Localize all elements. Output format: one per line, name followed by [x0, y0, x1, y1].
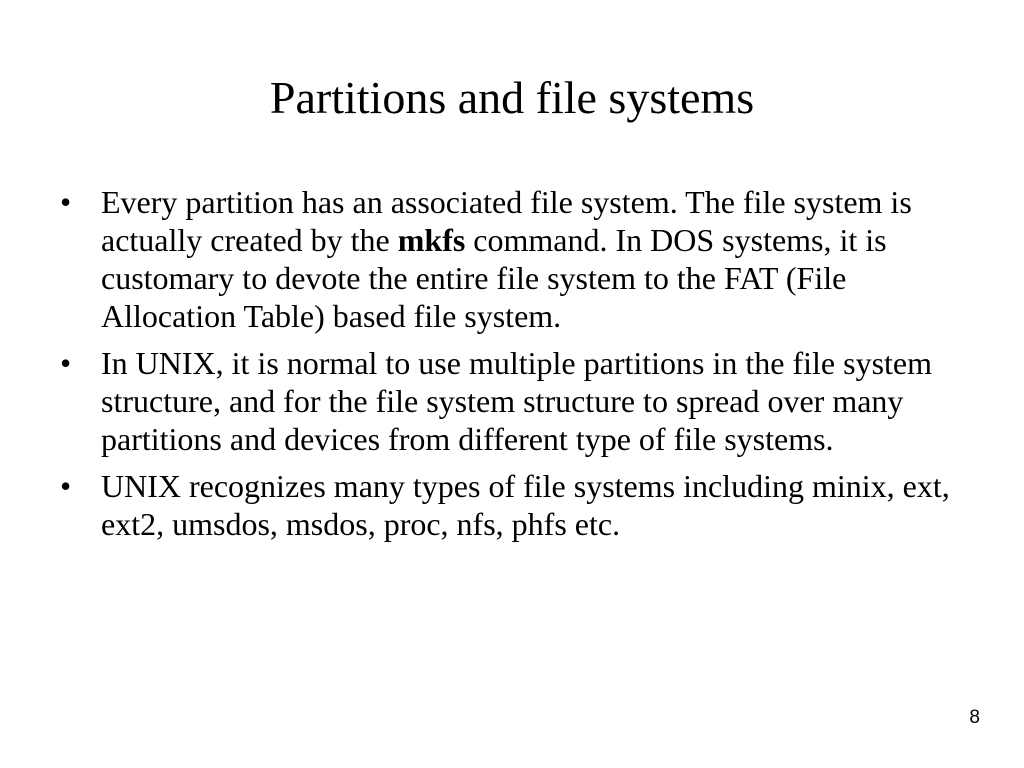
slide-title: Partitions and file systems	[269, 72, 755, 123]
bullet-text-part: Every partition has an associated file system. The file system is actually created by the	[101, 184, 912, 258]
bullet-icon: •	[60, 184, 72, 220]
bullet-text-part: UNIX recognizes many types of file systems including minix, ext, ext2, umsdos, msdos, proc, nfs, phfs etc.	[101, 468, 950, 542]
bullet-item	[58, 467, 963, 543]
bullet-text	[101, 468, 950, 542]
bullet-text	[101, 345, 932, 457]
bullet-text	[101, 184, 912, 334]
bullet-text-part: In UNIX, it is normal to use multiple partitions in the file system structure, and for the file system structure to spread over many partitions and devices from different type of file systems.	[101, 345, 932, 457]
bullet-list	[58, 183, 963, 552]
bullet-item	[58, 183, 963, 335]
command-name: mkfs	[397, 222, 466, 258]
page-number: 8	[969, 707, 980, 728]
bullet-text-part: command. In DOS systems, it is customary to devote the entire file system to the FAT (File Allocation Table) based file system.	[101, 222, 887, 334]
bullet-item	[58, 344, 963, 458]
bullet-icon: •	[60, 468, 72, 504]
bullet-icon: •	[60, 345, 72, 381]
